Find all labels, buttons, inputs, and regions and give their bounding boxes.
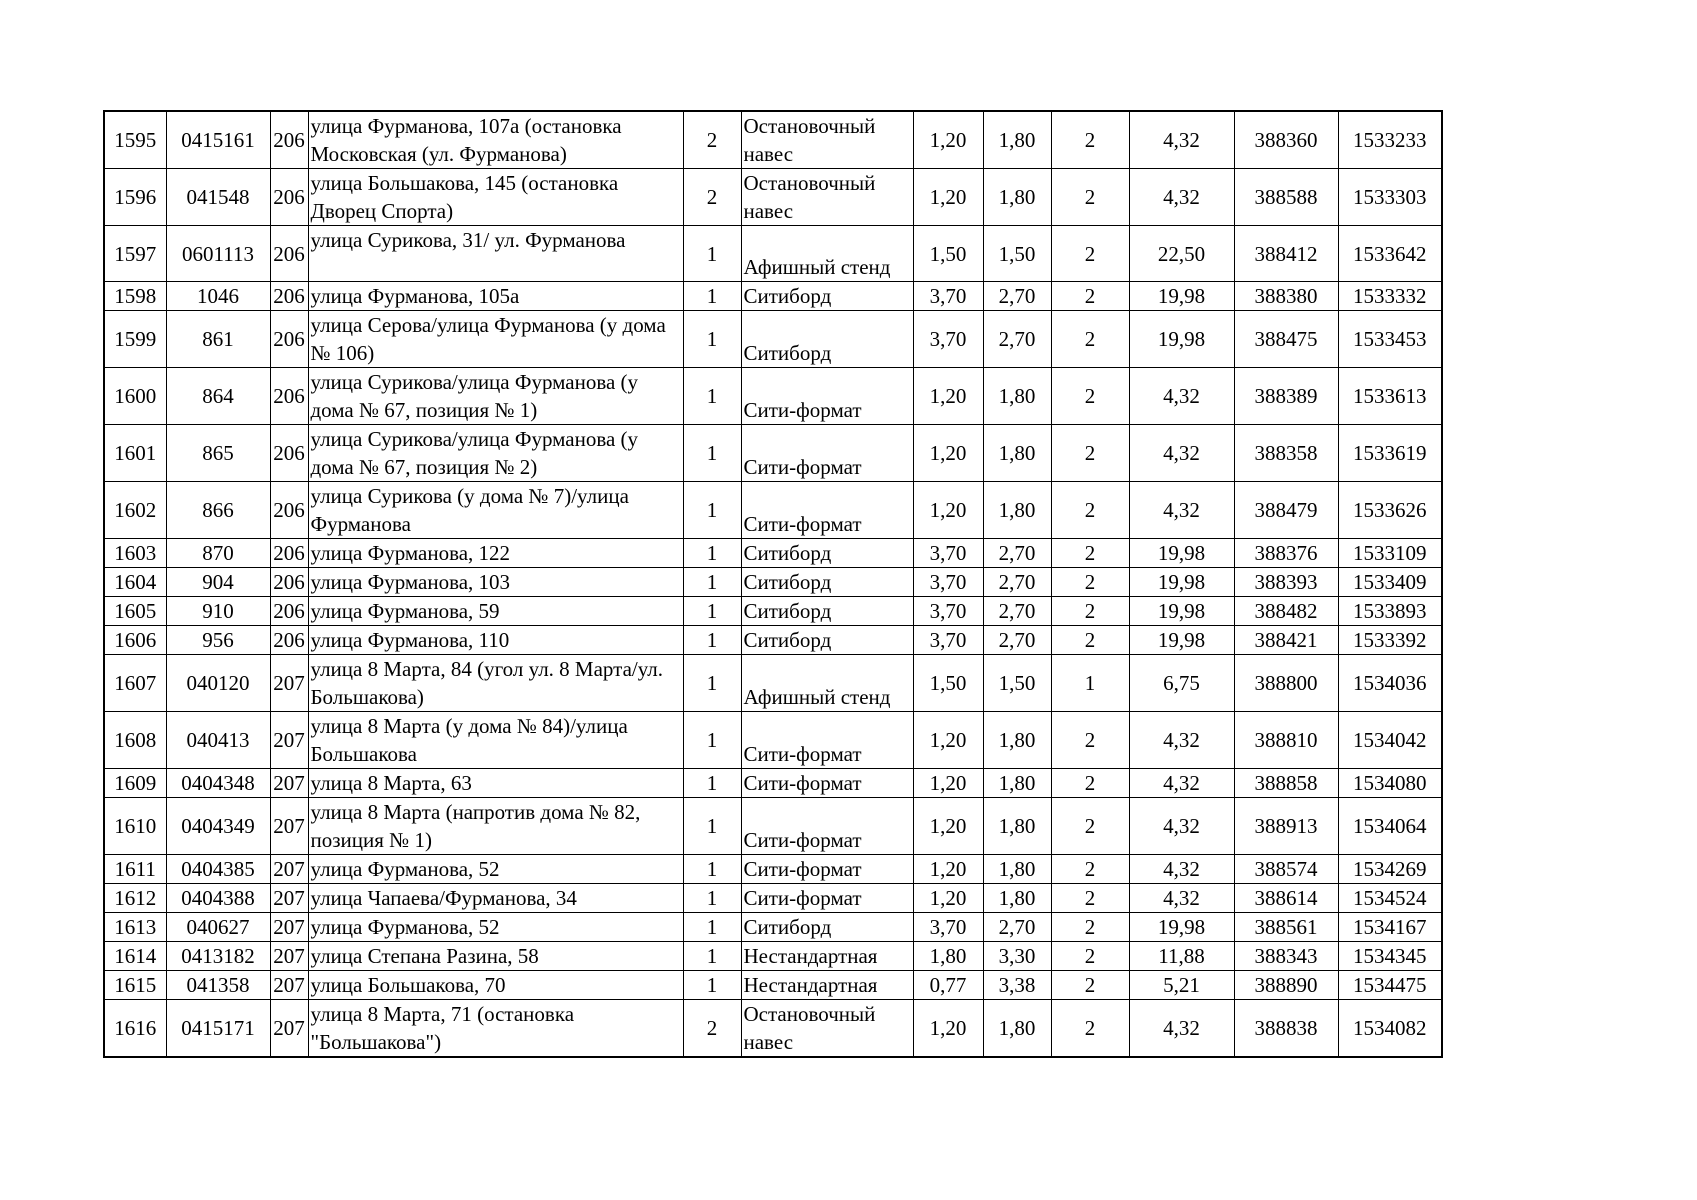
row-number-cell: 1606 — [104, 626, 166, 655]
height-cell: 2,70 — [983, 539, 1051, 568]
coord-y-cell: 1534036 — [1338, 655, 1442, 712]
sides-cell: 2 — [1051, 1000, 1129, 1058]
structure-type-cell: Сити-формат — [741, 712, 913, 769]
sides-cell: 2 — [1051, 626, 1129, 655]
height-cell: 1,80 — [983, 769, 1051, 798]
structure-type-cell: Остановочный навес — [741, 169, 913, 226]
count-cell: 1 — [683, 626, 741, 655]
height-cell: 1,80 — [983, 712, 1051, 769]
zone-cell: 207 — [270, 942, 308, 971]
height-cell: 1,80 — [983, 169, 1051, 226]
width-cell: 3,70 — [913, 311, 983, 368]
count-cell: 1 — [683, 884, 741, 913]
area-cell: 19,98 — [1129, 626, 1234, 655]
height-cell: 1,80 — [983, 425, 1051, 482]
coord-x-cell: 388482 — [1234, 597, 1338, 626]
code-cell: 040120 — [166, 655, 270, 712]
structure-type-cell: Нестандартная — [741, 942, 913, 971]
zone-cell: 206 — [270, 568, 308, 597]
coord-x-cell: 388588 — [1234, 169, 1338, 226]
table-row — [104, 769, 1442, 798]
height-cell: 1,50 — [983, 226, 1051, 282]
coord-x-cell: 388890 — [1234, 971, 1338, 1000]
sides-cell: 2 — [1051, 368, 1129, 425]
sides-cell: 2 — [1051, 111, 1129, 169]
height-cell: 3,30 — [983, 942, 1051, 971]
structure-type-cell: Нестандартная — [741, 971, 913, 1000]
height-cell: 1,80 — [983, 884, 1051, 913]
width-cell: 1,20 — [913, 712, 983, 769]
zone-cell: 207 — [270, 971, 308, 1000]
count-cell: 1 — [683, 311, 741, 368]
structure-type-cell: Сити-формат — [741, 425, 913, 482]
row-number-cell: 1600 — [104, 368, 166, 425]
row-number-cell: 1607 — [104, 655, 166, 712]
code-cell: 1046 — [166, 282, 270, 311]
coord-y-cell: 1534167 — [1338, 913, 1442, 942]
document-page — [103, 110, 1443, 1058]
width-cell: 1,20 — [913, 855, 983, 884]
address-cell: улица Серова/улица Фурманова (у дома № 106) — [308, 311, 683, 368]
width-cell: 3,70 — [913, 539, 983, 568]
zone-cell: 207 — [270, 798, 308, 855]
coord-y-cell: 1534042 — [1338, 712, 1442, 769]
sides-cell: 2 — [1051, 169, 1129, 226]
address-cell: улица Сурикова, 31/ ул. Фурманова — [308, 226, 683, 282]
code-cell: 0601113 — [166, 226, 270, 282]
structure-type-cell: Сити-формат — [741, 884, 913, 913]
row-number-cell: 1601 — [104, 425, 166, 482]
sides-cell: 1 — [1051, 655, 1129, 712]
code-cell: 040413 — [166, 712, 270, 769]
count-cell: 2 — [683, 111, 741, 169]
count-cell: 1 — [683, 971, 741, 1000]
width-cell: 1,50 — [913, 226, 983, 282]
sides-cell: 2 — [1051, 884, 1129, 913]
height-cell: 1,50 — [983, 655, 1051, 712]
code-cell: 0404348 — [166, 769, 270, 798]
row-number-cell: 1616 — [104, 1000, 166, 1058]
address-cell: улица Сурикова/улица Фурманова (у дома № 67, позиция № 1) — [308, 368, 683, 425]
coord-y-cell: 1533893 — [1338, 597, 1442, 626]
row-number-cell: 1598 — [104, 282, 166, 311]
row-number-cell: 1614 — [104, 942, 166, 971]
sides-cell: 2 — [1051, 769, 1129, 798]
zone-cell: 206 — [270, 425, 308, 482]
zone-cell: 207 — [270, 655, 308, 712]
area-cell: 4,32 — [1129, 769, 1234, 798]
row-number-cell: 1596 — [104, 169, 166, 226]
height-cell: 2,70 — [983, 311, 1051, 368]
code-cell: 0415161 — [166, 111, 270, 169]
table-row — [104, 568, 1442, 597]
count-cell: 1 — [683, 855, 741, 884]
coord-x-cell: 388479 — [1234, 482, 1338, 539]
area-cell: 19,98 — [1129, 311, 1234, 368]
table-row — [104, 712, 1442, 769]
zone-cell: 206 — [270, 311, 308, 368]
structure-type-cell: Остановочный навес — [741, 1000, 913, 1058]
sides-cell: 2 — [1051, 425, 1129, 482]
area-cell: 19,98 — [1129, 282, 1234, 311]
width-cell: 1,20 — [913, 769, 983, 798]
address-cell: улица Фурманова, 110 — [308, 626, 683, 655]
area-cell: 4,32 — [1129, 169, 1234, 226]
coord-y-cell: 1534345 — [1338, 942, 1442, 971]
row-number-cell: 1604 — [104, 568, 166, 597]
table-row — [104, 626, 1442, 655]
coord-x-cell: 388561 — [1234, 913, 1338, 942]
sides-cell: 2 — [1051, 482, 1129, 539]
coord-y-cell: 1533332 — [1338, 282, 1442, 311]
row-number-cell: 1599 — [104, 311, 166, 368]
address-cell: улица 8 Марта (напротив дома № 82, позиция № 1) — [308, 798, 683, 855]
count-cell: 1 — [683, 539, 741, 568]
height-cell: 3,38 — [983, 971, 1051, 1000]
area-cell: 11,88 — [1129, 942, 1234, 971]
code-cell: 904 — [166, 568, 270, 597]
sides-cell: 2 — [1051, 282, 1129, 311]
width-cell: 3,70 — [913, 568, 983, 597]
code-cell: 864 — [166, 368, 270, 425]
sides-cell: 2 — [1051, 855, 1129, 884]
structure-type-cell: Сити-формат — [741, 368, 913, 425]
code-cell: 041548 — [166, 169, 270, 226]
area-cell: 4,32 — [1129, 798, 1234, 855]
area-cell: 6,75 — [1129, 655, 1234, 712]
count-cell: 1 — [683, 655, 741, 712]
height-cell: 1,80 — [983, 111, 1051, 169]
coord-y-cell: 1534080 — [1338, 769, 1442, 798]
area-cell: 4,32 — [1129, 1000, 1234, 1058]
coord-y-cell: 1533409 — [1338, 568, 1442, 597]
height-cell: 2,70 — [983, 597, 1051, 626]
zone-cell: 206 — [270, 226, 308, 282]
coord-x-cell: 388421 — [1234, 626, 1338, 655]
address-cell: улица Фурманова, 103 — [308, 568, 683, 597]
zone-cell: 207 — [270, 769, 308, 798]
area-cell: 19,98 — [1129, 539, 1234, 568]
sides-cell: 2 — [1051, 311, 1129, 368]
coord-x-cell: 388574 — [1234, 855, 1338, 884]
table-row — [104, 311, 1442, 368]
coord-x-cell: 388376 — [1234, 539, 1338, 568]
area-cell: 19,98 — [1129, 597, 1234, 626]
coord-x-cell: 388858 — [1234, 769, 1338, 798]
coord-x-cell: 388838 — [1234, 1000, 1338, 1058]
table-row — [104, 368, 1442, 425]
structure-type-cell: Сити-формат — [741, 482, 913, 539]
sides-cell: 2 — [1051, 971, 1129, 1000]
code-cell: 041358 — [166, 971, 270, 1000]
zone-cell: 206 — [270, 111, 308, 169]
table-row — [104, 798, 1442, 855]
code-cell: 865 — [166, 425, 270, 482]
count-cell: 1 — [683, 568, 741, 597]
structure-type-cell: Ситиборд — [741, 913, 913, 942]
area-cell: 4,32 — [1129, 712, 1234, 769]
table-row — [104, 597, 1442, 626]
address-cell: улица 8 Марта, 63 — [308, 769, 683, 798]
count-cell: 1 — [683, 597, 741, 626]
table-row — [104, 884, 1442, 913]
address-cell: улица Степана Разина, 58 — [308, 942, 683, 971]
area-cell: 19,98 — [1129, 568, 1234, 597]
sides-cell: 2 — [1051, 942, 1129, 971]
width-cell: 3,70 — [913, 913, 983, 942]
coord-y-cell: 1533453 — [1338, 311, 1442, 368]
address-cell: улица Фурманова, 122 — [308, 539, 683, 568]
address-cell: улица Сурикова (у дома № 7)/улица Фурманова — [308, 482, 683, 539]
address-cell: улица Большакова, 145 (остановка Дворец Спорта) — [308, 169, 683, 226]
count-cell: 1 — [683, 913, 741, 942]
address-cell: улица Большакова, 70 — [308, 971, 683, 1000]
coord-x-cell: 388360 — [1234, 111, 1338, 169]
count-cell: 1 — [683, 368, 741, 425]
width-cell: 1,20 — [913, 169, 983, 226]
height-cell: 2,70 — [983, 626, 1051, 655]
code-cell: 866 — [166, 482, 270, 539]
area-cell: 5,21 — [1129, 971, 1234, 1000]
width-cell: 1,20 — [913, 111, 983, 169]
coord-x-cell: 388389 — [1234, 368, 1338, 425]
structure-type-cell: Остановочный навес — [741, 111, 913, 169]
coord-x-cell: 388358 — [1234, 425, 1338, 482]
advertising-structures-table — [103, 110, 1443, 1058]
structure-type-cell: Ситиборд — [741, 626, 913, 655]
zone-cell: 206 — [270, 597, 308, 626]
count-cell: 2 — [683, 1000, 741, 1058]
width-cell: 1,20 — [913, 798, 983, 855]
height-cell: 1,80 — [983, 368, 1051, 425]
coord-y-cell: 1533303 — [1338, 169, 1442, 226]
sides-cell: 2 — [1051, 913, 1129, 942]
coord-x-cell: 388475 — [1234, 311, 1338, 368]
row-number-cell: 1595 — [104, 111, 166, 169]
row-number-cell: 1613 — [104, 913, 166, 942]
width-cell: 3,70 — [913, 597, 983, 626]
table-row — [104, 111, 1442, 169]
coord-y-cell: 1534082 — [1338, 1000, 1442, 1058]
row-number-cell: 1602 — [104, 482, 166, 539]
area-cell: 4,32 — [1129, 425, 1234, 482]
row-number-cell: 1605 — [104, 597, 166, 626]
width-cell: 1,20 — [913, 482, 983, 539]
row-number-cell: 1615 — [104, 971, 166, 1000]
address-cell: улица Фурманова, 52 — [308, 855, 683, 884]
count-cell: 1 — [683, 769, 741, 798]
zone-cell: 206 — [270, 482, 308, 539]
area-cell: 4,32 — [1129, 884, 1234, 913]
address-cell: улица Фурманова, 105а — [308, 282, 683, 311]
coord-x-cell: 388343 — [1234, 942, 1338, 971]
address-cell: улица Фурманова, 52 — [308, 913, 683, 942]
zone-cell: 206 — [270, 539, 308, 568]
address-cell: улица 8 Марта, 84 (угол ул. 8 Марта/ул. Большакова) — [308, 655, 683, 712]
code-cell: 0404349 — [166, 798, 270, 855]
height-cell: 2,70 — [983, 913, 1051, 942]
height-cell: 2,70 — [983, 282, 1051, 311]
row-number-cell: 1597 — [104, 226, 166, 282]
coord-y-cell: 1533392 — [1338, 626, 1442, 655]
coord-y-cell: 1534269 — [1338, 855, 1442, 884]
coord-y-cell: 1534475 — [1338, 971, 1442, 1000]
code-cell: 0404385 — [166, 855, 270, 884]
width-cell: 1,20 — [913, 1000, 983, 1058]
coord-x-cell: 388913 — [1234, 798, 1338, 855]
height-cell: 1,80 — [983, 482, 1051, 539]
zone-cell: 207 — [270, 855, 308, 884]
code-cell: 861 — [166, 311, 270, 368]
height-cell: 2,70 — [983, 568, 1051, 597]
row-number-cell: 1609 — [104, 769, 166, 798]
width-cell: 1,20 — [913, 425, 983, 482]
zone-cell: 207 — [270, 1000, 308, 1058]
structure-type-cell: Ситиборд — [741, 282, 913, 311]
area-cell: 4,32 — [1129, 111, 1234, 169]
sides-cell: 2 — [1051, 597, 1129, 626]
count-cell: 1 — [683, 282, 741, 311]
structure-type-cell: Сити-формат — [741, 798, 913, 855]
address-cell: улица Сурикова/улица Фурманова (у дома № 67, позиция № 2) — [308, 425, 683, 482]
address-cell: улица 8 Марта (у дома № 84)/улица Большакова — [308, 712, 683, 769]
code-cell: 870 — [166, 539, 270, 568]
count-cell: 1 — [683, 942, 741, 971]
width-cell: 1,20 — [913, 884, 983, 913]
structure-type-cell: Ситиборд — [741, 568, 913, 597]
height-cell: 1,80 — [983, 1000, 1051, 1058]
row-number-cell: 1611 — [104, 855, 166, 884]
structure-type-cell: Ситиборд — [741, 311, 913, 368]
coord-x-cell: 388614 — [1234, 884, 1338, 913]
coord-x-cell: 388412 — [1234, 226, 1338, 282]
coord-y-cell: 1533642 — [1338, 226, 1442, 282]
table-row — [104, 425, 1442, 482]
table-row — [104, 971, 1442, 1000]
table-row — [104, 855, 1442, 884]
area-cell: 22,50 — [1129, 226, 1234, 282]
code-cell: 040627 — [166, 913, 270, 942]
count-cell: 1 — [683, 712, 741, 769]
row-number-cell: 1612 — [104, 884, 166, 913]
code-cell: 956 — [166, 626, 270, 655]
zone-cell: 206 — [270, 368, 308, 425]
coord-y-cell: 1533613 — [1338, 368, 1442, 425]
structure-type-cell: Афишный стенд — [741, 226, 913, 282]
count-cell: 1 — [683, 482, 741, 539]
width-cell: 1,50 — [913, 655, 983, 712]
structure-type-cell: Ситиборд — [741, 539, 913, 568]
width-cell: 3,70 — [913, 626, 983, 655]
zone-cell: 207 — [270, 712, 308, 769]
address-cell: улица Фурманова, 59 — [308, 597, 683, 626]
sides-cell: 2 — [1051, 798, 1129, 855]
code-cell: 0415171 — [166, 1000, 270, 1058]
zone-cell: 206 — [270, 169, 308, 226]
area-cell: 4,32 — [1129, 855, 1234, 884]
zone-cell: 206 — [270, 626, 308, 655]
count-cell: 1 — [683, 798, 741, 855]
count-cell: 1 — [683, 226, 741, 282]
width-cell: 1,20 — [913, 368, 983, 425]
coord-x-cell: 388810 — [1234, 712, 1338, 769]
table-row — [104, 913, 1442, 942]
width-cell: 3,70 — [913, 282, 983, 311]
code-cell: 910 — [166, 597, 270, 626]
sides-cell: 2 — [1051, 568, 1129, 597]
table-row — [104, 169, 1442, 226]
table-row — [104, 655, 1442, 712]
coord-y-cell: 1533109 — [1338, 539, 1442, 568]
table-row — [104, 226, 1442, 282]
row-number-cell: 1603 — [104, 539, 166, 568]
width-cell: 0,77 — [913, 971, 983, 1000]
zone-cell: 206 — [270, 282, 308, 311]
structure-type-cell: Афишный стенд — [741, 655, 913, 712]
table-row — [104, 1000, 1442, 1058]
code-cell: 0413182 — [166, 942, 270, 971]
area-cell: 4,32 — [1129, 368, 1234, 425]
coord-y-cell: 1534064 — [1338, 798, 1442, 855]
coord-y-cell: 1533626 — [1338, 482, 1442, 539]
table-row — [104, 942, 1442, 971]
coord-x-cell: 388393 — [1234, 568, 1338, 597]
table-row — [104, 539, 1442, 568]
row-number-cell: 1610 — [104, 798, 166, 855]
structure-type-cell: Сити-формат — [741, 769, 913, 798]
table-row — [104, 282, 1442, 311]
row-number-cell: 1608 — [104, 712, 166, 769]
zone-cell: 207 — [270, 884, 308, 913]
table-body — [104, 111, 1442, 1057]
zone-cell: 207 — [270, 913, 308, 942]
count-cell: 2 — [683, 169, 741, 226]
height-cell: 1,80 — [983, 798, 1051, 855]
area-cell: 19,98 — [1129, 913, 1234, 942]
count-cell: 1 — [683, 425, 741, 482]
structure-type-cell: Сити-формат — [741, 855, 913, 884]
coord-y-cell: 1533619 — [1338, 425, 1442, 482]
sides-cell: 2 — [1051, 712, 1129, 769]
coord-x-cell: 388800 — [1234, 655, 1338, 712]
table-row — [104, 482, 1442, 539]
area-cell: 4,32 — [1129, 482, 1234, 539]
coord-x-cell: 388380 — [1234, 282, 1338, 311]
code-cell: 0404388 — [166, 884, 270, 913]
coord-y-cell: 1533233 — [1338, 111, 1442, 169]
height-cell: 1,80 — [983, 855, 1051, 884]
sides-cell: 2 — [1051, 539, 1129, 568]
width-cell: 1,80 — [913, 942, 983, 971]
address-cell: улица 8 Марта, 71 (остановка "Большакова") — [308, 1000, 683, 1058]
structure-type-cell: Ситиборд — [741, 597, 913, 626]
coord-y-cell: 1534524 — [1338, 884, 1442, 913]
address-cell: улица Чапаева/Фурманова, 34 — [308, 884, 683, 913]
sides-cell: 2 — [1051, 226, 1129, 282]
address-cell: улица Фурманова, 107а (остановка Московская (ул. Фурманова) — [308, 111, 683, 169]
